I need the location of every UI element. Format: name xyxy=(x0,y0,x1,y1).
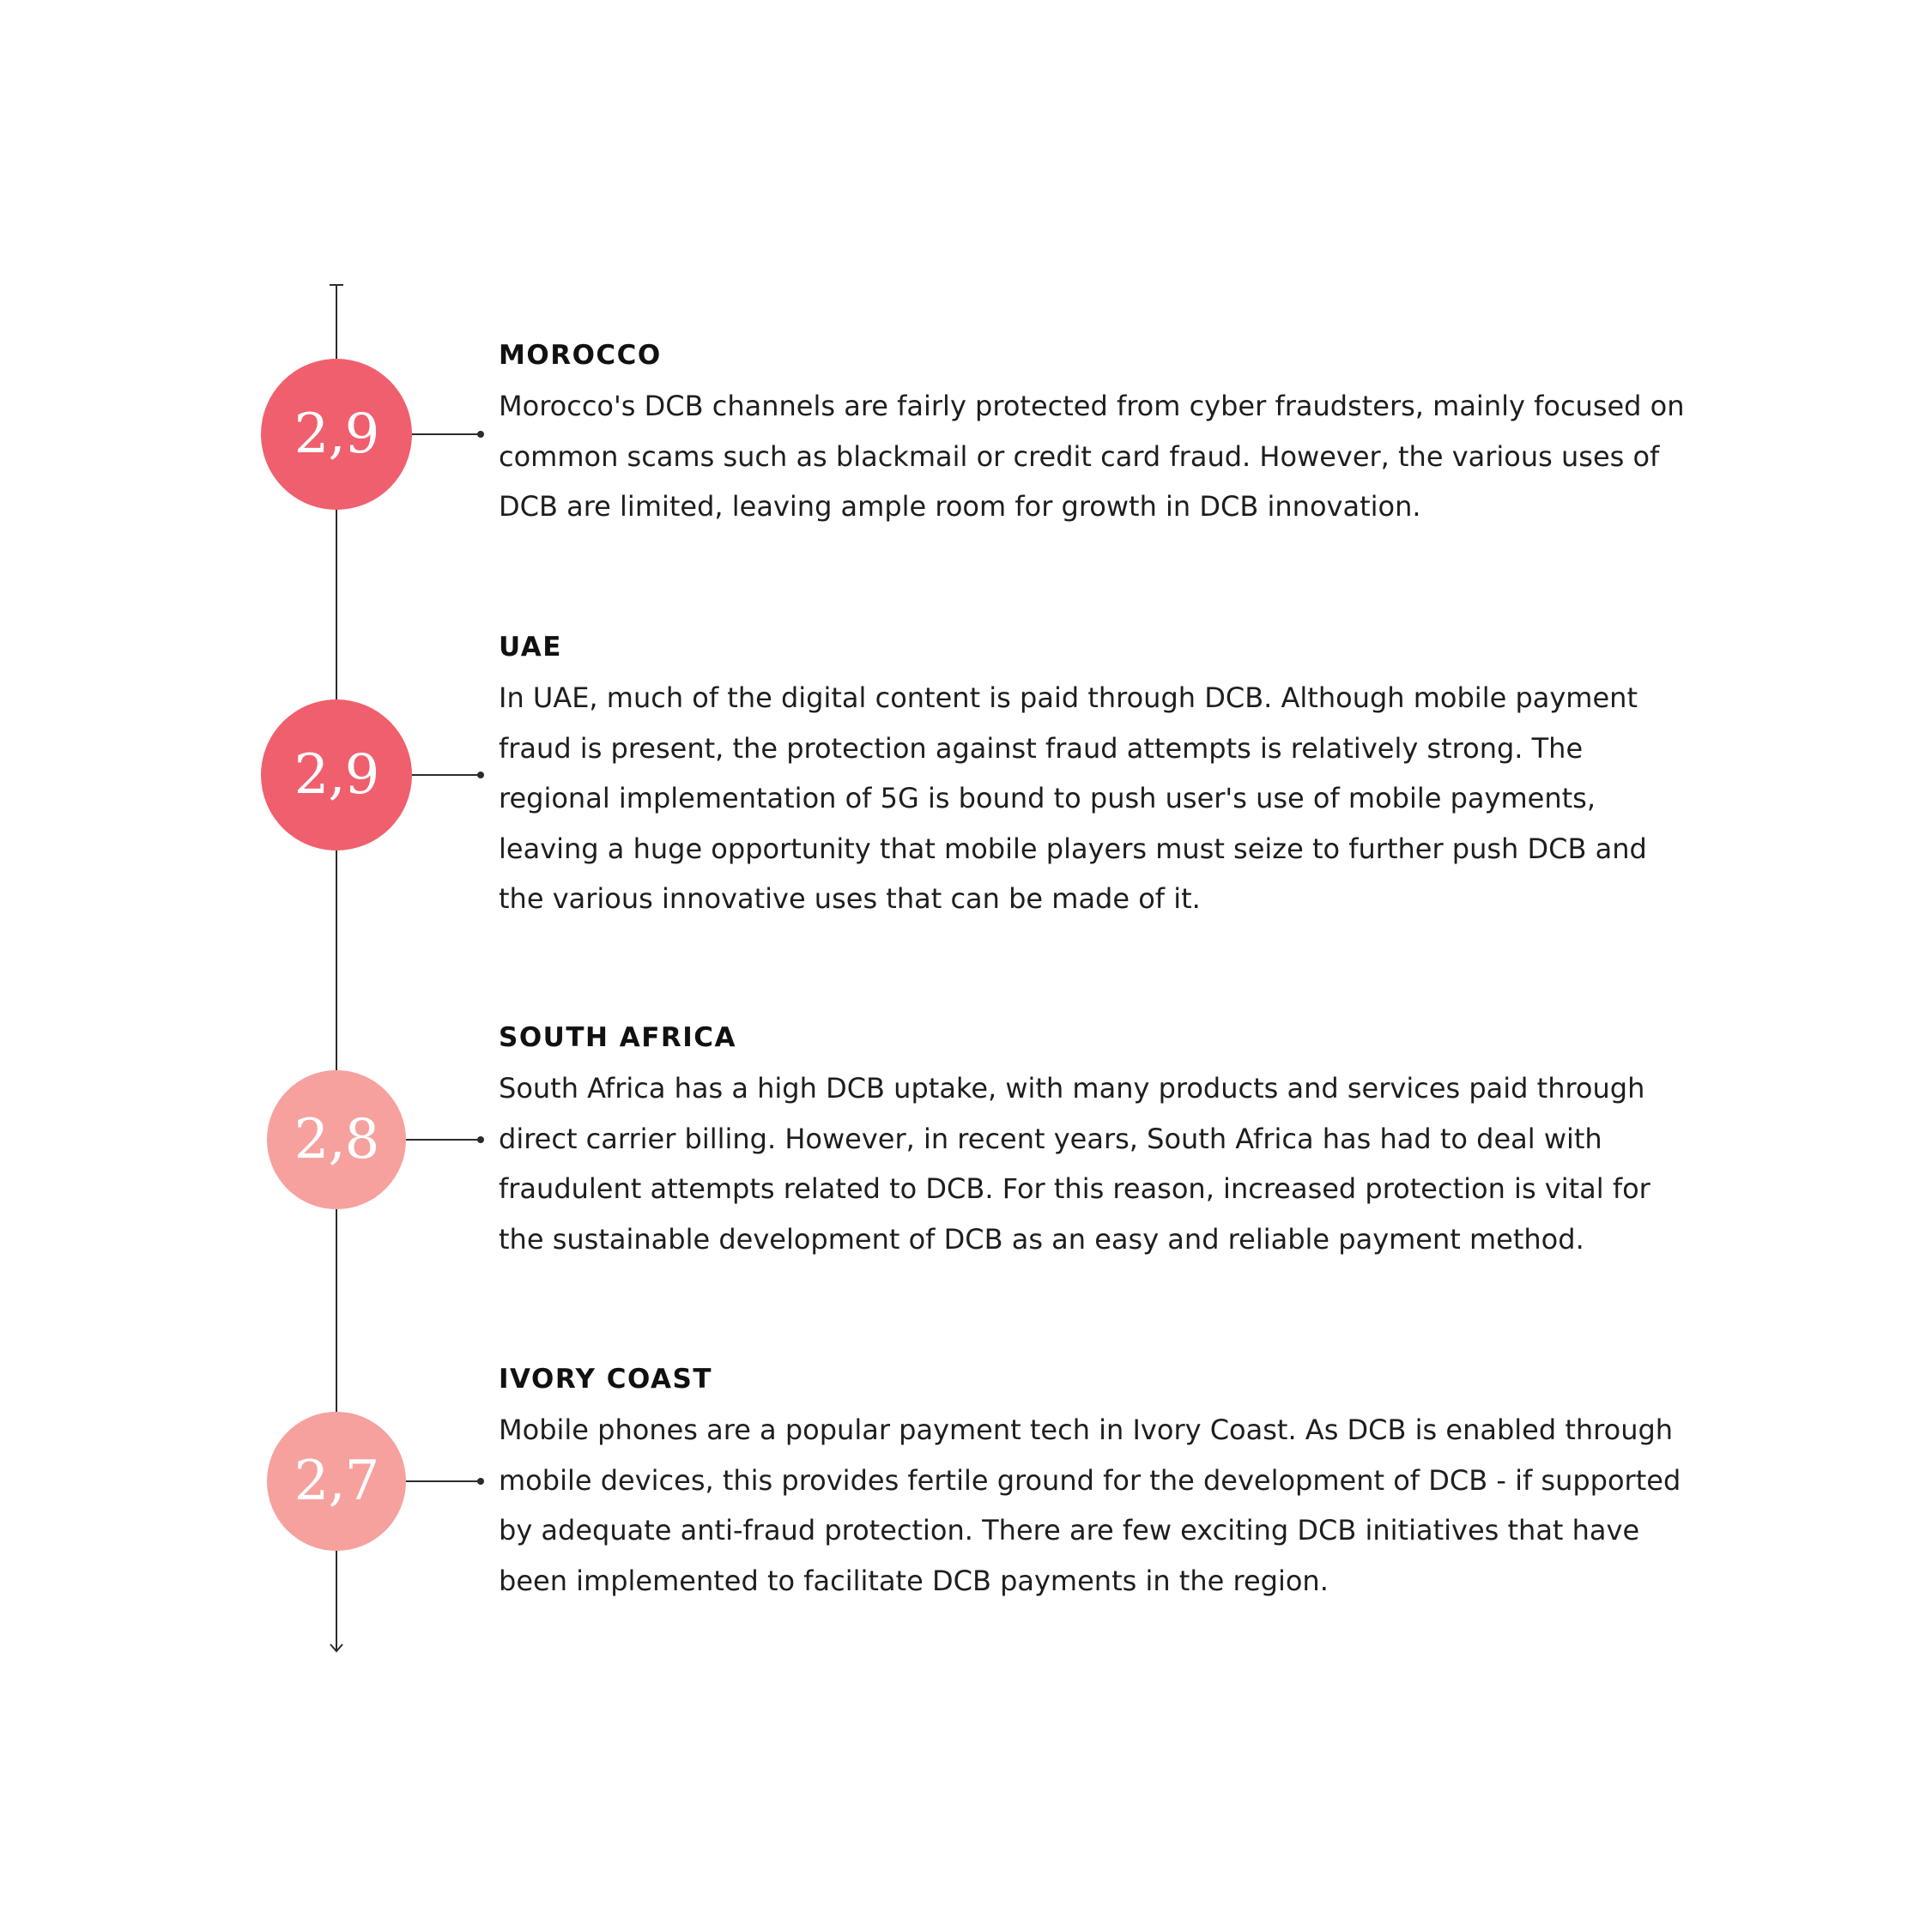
connector-dot xyxy=(477,772,484,778)
score-circle-south-africa xyxy=(267,1070,406,1209)
arrow-down-icon xyxy=(329,1639,344,1655)
connector-line xyxy=(406,1139,479,1141)
entry-description: Mobile phones are a popular payment tech in Ivory Coast. As DCB is enabled through mobile devices, this provides fertile ground for the development of DCB - if supported by adequate anti-fraud protection. There are few exciting DCB initiatives that have been implemented to facilitate DCB payments in the region. xyxy=(499,1413,1681,1597)
score-circle-morocco xyxy=(261,359,412,510)
entry-title: UAE xyxy=(499,632,562,663)
score-circle-uae xyxy=(261,699,412,850)
score-value: 2,9 xyxy=(294,743,379,807)
connector-line xyxy=(412,774,479,776)
score-value: 2,8 xyxy=(294,1108,379,1171)
connector-line xyxy=(412,433,479,435)
score-value: 2,7 xyxy=(294,1450,379,1513)
connector-dot xyxy=(477,1136,484,1143)
entry-morocco xyxy=(499,340,1717,532)
entry-description: Morocco's DCB channels are fairly protected from cyber fraudsters, mainly focused on common scams such as blackmail or credit card fraud. However, the various uses of DCB are limited, leaving ample room for growth in DCB innovation. xyxy=(499,390,1685,523)
entry-south-africa xyxy=(499,1022,1717,1264)
connector-dot xyxy=(477,431,484,438)
entry-title: IVORY COAST xyxy=(499,1364,712,1395)
entry-title: MOROCCO xyxy=(499,340,662,371)
entry-description: South Africa has a high DCB uptake, with many products and services paid through direct carrier billing. However, in recent years, South Africa has had to deal with fraudulent attempts related to DCB. For this reason, increased protection is vital for the sustainable development of DCB as an easy and reliable payment method. xyxy=(499,1072,1650,1256)
score-circle-ivory-coast xyxy=(267,1412,406,1551)
entry-description: In UAE, much of the digital content is paid through DCB. Although mobile payment fraud is present, the protection against fraud attempts is relatively strong. The regional implementation of 5G is bound to push user's use of mobile payments, leaving a huge opportunity that mobile players must seize to further push DCB and the various innovative uses that can be made of it. xyxy=(499,681,1647,915)
connector-line xyxy=(406,1480,479,1482)
entry-uae xyxy=(499,632,1717,924)
entry-title: SOUTH AFRICA xyxy=(499,1022,737,1053)
score-value: 2,9 xyxy=(294,403,379,466)
connector-dot xyxy=(477,1478,484,1485)
entry-ivory-coast xyxy=(499,1364,1717,1606)
